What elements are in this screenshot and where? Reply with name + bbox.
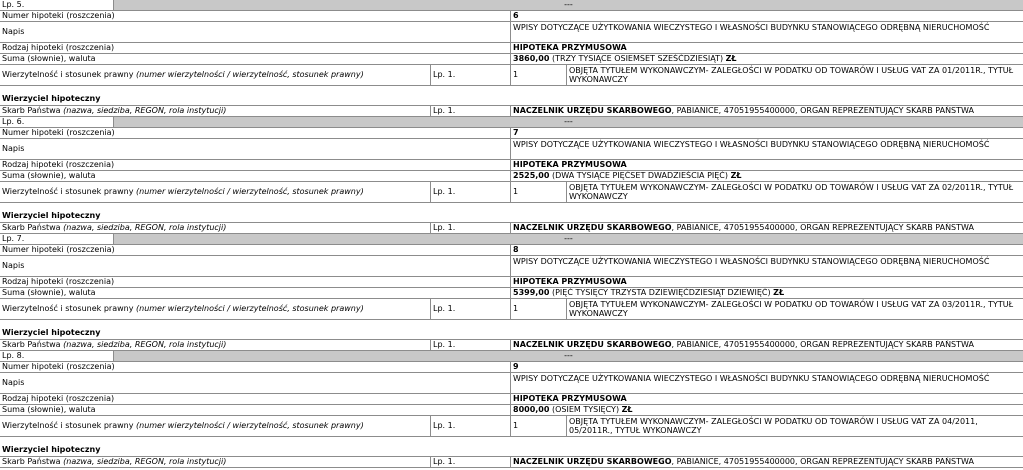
rodzaj-hipoteki-value: HIPOTEKA PRZYMUSOWA — [510, 394, 1023, 404]
wierzytelnosc-lp: Lp. 1. — [430, 65, 510, 85]
napis-value: WPISY DOTYCZĄCE UŻYTKOWANIA WIECZYSTEGO I WŁASNOŚCI BUDYNKU STANOWIĄCEGO ODRĘBNĄ NIERUCHOMOŚĆ — [510, 139, 1023, 159]
skarb-panstwa-lp: Lp. 1. — [430, 340, 510, 350]
mortgage-record — [0, 117, 1023, 234]
wierzyciel-heading: Wierzyciel hipoteczny — [2, 94, 101, 104]
napis-label: Napis — [2, 27, 25, 37]
numer-hipoteki-value: 8 — [510, 245, 1023, 255]
napis-value: WPISY DOTYCZĄCE UŻYTKOWANIA WIECZYSTEGO I WŁASNOŚCI BUDYNKU STANOWIĄCEGO ODRĘBNĄ NIERUCHOMOŚĆ — [510, 373, 1023, 393]
skarb-panstwa-lp: Lp. 1. — [430, 223, 510, 233]
wierzytelnosc-label: Wierzytelność i stosunek prawny (numer wierzytelności / wierzytelność, stosunek prawny) — [2, 304, 364, 314]
wierzyciel-nazwa: NACZELNIK URZĘDU SKARBOWEGO — [513, 340, 672, 350]
wierzyciel-value — [510, 223, 1023, 233]
suma-words: (DWA TYSIĄCE PIĘĆSET DWADZIEŚCIA PIĘĆ) — [551, 171, 729, 181]
wierzyciel-details: , PABIANICE, 47051955400000, ORGAN REPREZENTUJĄCY SKARB PAŃSTWA — [671, 106, 974, 116]
suma-row — [0, 405, 1023, 416]
record-lp: Lp. 5. — [2, 0, 25, 10]
numer-hipoteki-row — [0, 245, 1023, 256]
record-lp: Lp. 8. — [2, 351, 25, 361]
wierzytelnosc-number: 1 — [510, 182, 566, 202]
suma-words: (TRZY TYSIĄCE OSIEMSET SZEŚĆDZIESIĄT) — [551, 54, 724, 64]
numer-hipoteki-row — [0, 11, 1023, 22]
suma-words: (OSIEM TYSIĘCY) — [551, 405, 620, 415]
suma-row — [0, 171, 1023, 182]
suma-value — [510, 54, 1023, 64]
wierzyciel-details: , PABIANICE, 47051955400000, ORGAN REPREZENTUJĄCY SKARB PAŃSTWA — [671, 340, 974, 350]
wierzytelnosc-number: 1 — [510, 299, 566, 319]
rodzaj-hipoteki-value: HIPOTEKA PRZYMUSOWA — [510, 160, 1023, 170]
suma-row — [0, 54, 1023, 65]
suma-currency: ZŁ — [773, 288, 785, 298]
rodzaj-hipoteki-row — [0, 160, 1023, 171]
suma-amount: 8000,00 — [513, 405, 550, 415]
record-header-value: --- — [113, 234, 1023, 244]
suma-label: Suma (słownie), waluta — [2, 405, 96, 415]
suma-currency: ZŁ — [621, 405, 633, 415]
wierzytelnosc-lp: Lp. 1. — [430, 416, 510, 436]
rodzaj-hipoteki-row — [0, 43, 1023, 54]
record-header-row — [0, 351, 1023, 362]
skarb-panstwa-label: Skarb Państwa (nazwa, siedziba, REGON, rola instytucji) — [2, 223, 227, 233]
wierzytelnosc-label: Wierzytelność i stosunek prawny (numer wierzytelności / wierzytelność, stosunek prawny) — [2, 421, 364, 431]
mortgage-record — [0, 351, 1023, 468]
numer-hipoteki-label: Numer hipoteki (roszczenia) — [2, 362, 115, 372]
numer-hipoteki-label: Numer hipoteki (roszczenia) — [2, 128, 115, 138]
wierzyciel-heading: Wierzyciel hipoteczny — [2, 328, 101, 338]
skarb-panstwa-label: Skarb Państwa (nazwa, siedziba, REGON, rola instytucji) — [2, 340, 227, 350]
wierzytelnosc-row — [0, 182, 1023, 203]
napis-value: WPISY DOTYCZĄCE UŻYTKOWANIA WIECZYSTEGO I WŁASNOŚCI BUDYNKU STANOWIĄCEGO ODRĘBNĄ NIERUCHOMOŚĆ — [510, 256, 1023, 276]
numer-hipoteki-row — [0, 128, 1023, 139]
wierzyciel-heading-row — [0, 320, 1023, 340]
wierzyciel-heading-row — [0, 437, 1023, 457]
wierzyciel-nazwa: NACZELNIK URZĘDU SKARBOWEGO — [513, 457, 672, 467]
wierzytelnosc-description: OBJĘTA TYTUŁEM WYKONAWCZYM- ZALEGŁOŚCI W PODATKU OD TOWARÓW I USŁUG VAT ZA 04/2011, 05/2011R., TYTUŁ WYKONAWCZY — [566, 416, 1023, 436]
record-header-value: --- — [113, 0, 1023, 10]
wierzyciel-heading: Wierzyciel hipoteczny — [2, 211, 101, 221]
wierzyciel-nazwa: NACZELNIK URZĘDU SKARBOWEGO — [513, 106, 672, 116]
skarb-panstwa-label: Skarb Państwa (nazwa, siedziba, REGON, rola instytucji) — [2, 106, 227, 116]
wierzytelnosc-row — [0, 416, 1023, 437]
wierzyciel-details: , PABIANICE, 47051955400000, ORGAN REPREZENTUJĄCY SKARB PAŃSTWA — [671, 457, 974, 467]
napis-row — [0, 256, 1023, 277]
suma-currency: ZŁ — [730, 171, 742, 181]
suma-amount: 5399,00 — [513, 288, 550, 298]
wierzyciel-value — [510, 106, 1023, 116]
record-header-value: --- — [113, 351, 1023, 361]
suma-value — [510, 405, 1023, 415]
suma-label: Suma (słownie), waluta — [2, 171, 96, 181]
mortgage-record — [0, 0, 1023, 117]
skarb-panstwa-lp: Lp. 1. — [430, 457, 510, 467]
suma-words: (PIĘĆ TYSIĘCY TRZYSTA DZIEWIĘĆDZIESIĄT DZIEWIĘĆ) — [551, 288, 771, 298]
napis-row — [0, 22, 1023, 43]
numer-hipoteki-value: 7 — [510, 128, 1023, 138]
wierzyciel-heading-row — [0, 203, 1023, 223]
wierzytelnosc-lp: Lp. 1. — [430, 299, 510, 319]
wierzyciel-nazwa: NACZELNIK URZĘDU SKARBOWEGO — [513, 223, 672, 233]
wierzytelnosc-row — [0, 65, 1023, 86]
numer-hipoteki-value: 9 — [510, 362, 1023, 372]
skarb-panstwa-lp: Lp. 1. — [430, 106, 510, 116]
record-lp: Lp. 7. — [2, 234, 25, 244]
rodzaj-hipoteki-label: Rodzaj hipoteki (roszczenia) — [2, 277, 115, 287]
record-header-row — [0, 117, 1023, 128]
wierzytelnosc-label: Wierzytelność i stosunek prawny (numer wierzytelności / wierzytelność, stosunek prawny) — [2, 70, 364, 80]
skarb-panstwa-label: Skarb Państwa (nazwa, siedziba, REGON, rola instytucji) — [2, 457, 227, 467]
wierzytelnosc-row — [0, 299, 1023, 320]
rodzaj-hipoteki-value: HIPOTEKA PRZYMUSOWA — [510, 43, 1023, 53]
suma-value — [510, 288, 1023, 298]
suma-label: Suma (słownie), waluta — [2, 54, 96, 64]
wierzytelnosc-description: OBJĘTA TYTUŁEM WYKONAWCZYM- ZALEGŁOŚCI W PODATKU OD TOWARÓW I USŁUG VAT ZA 03/2011R., TYTUŁ WYKONAWCZY — [566, 299, 1023, 319]
suma-row — [0, 288, 1023, 299]
suma-currency: ZŁ — [725, 54, 737, 64]
rodzaj-hipoteki-row — [0, 277, 1023, 288]
skarb-panstwa-row — [0, 340, 1023, 351]
suma-amount: 2525,00 — [513, 171, 550, 181]
record-header-value: --- — [113, 117, 1023, 127]
mortgage-record — [0, 234, 1023, 351]
numer-hipoteki-value: 6 — [510, 11, 1023, 21]
napis-label: Napis — [2, 378, 25, 388]
wierzyciel-value — [510, 340, 1023, 350]
rodzaj-hipoteki-label: Rodzaj hipoteki (roszczenia) — [2, 43, 115, 53]
napis-row — [0, 373, 1023, 394]
numer-hipoteki-row — [0, 362, 1023, 373]
skarb-panstwa-row — [0, 223, 1023, 234]
numer-hipoteki-label: Numer hipoteki (roszczenia) — [2, 11, 115, 21]
suma-value — [510, 171, 1023, 181]
rodzaj-hipoteki-row — [0, 394, 1023, 405]
wierzyciel-value — [510, 457, 1023, 467]
suma-amount: 3860,00 — [513, 54, 550, 64]
napis-value: WPISY DOTYCZĄCE UŻYTKOWANIA WIECZYSTEGO I WŁASNOŚCI BUDYNKU STANOWIĄCEGO ODRĘBNĄ NIERUCHOMOŚĆ — [510, 22, 1023, 42]
wierzytelnosc-label: Wierzytelność i stosunek prawny (numer wierzytelności / wierzytelność, stosunek prawny) — [2, 187, 364, 197]
skarb-panstwa-row — [0, 106, 1023, 117]
wierzyciel-heading: Wierzyciel hipoteczny — [2, 445, 101, 455]
wierzytelnosc-number: 1 — [510, 65, 566, 85]
wierzytelnosc-description: OBJĘTA TYTUŁEM WYKONAWCZYM- ZALEGŁOŚCI W PODATKU OD TOWARÓW I USŁUG VAT ZA 02/2011R., TYTUŁ WYKONAWCZY — [566, 182, 1023, 202]
napis-label: Napis — [2, 261, 25, 271]
wierzytelnosc-description: OBJĘTA TYTUŁEM WYKONAWCZYM- ZALEGŁOŚCI W PODATKU OD TOWARÓW I USŁUG VAT ZA 01/2011R., TYTUŁ WYKONAWCZY — [566, 65, 1023, 85]
record-header-row — [0, 234, 1023, 245]
suma-label: Suma (słownie), waluta — [2, 288, 96, 298]
rodzaj-hipoteki-value: HIPOTEKA PRZYMUSOWA — [510, 277, 1023, 287]
wierzytelnosc-lp: Lp. 1. — [430, 182, 510, 202]
wierzytelnosc-number: 1 — [510, 416, 566, 436]
wierzyciel-heading-row — [0, 86, 1023, 106]
napis-row — [0, 139, 1023, 160]
record-lp: Lp. 6. — [2, 117, 25, 127]
skarb-panstwa-row — [0, 457, 1023, 468]
napis-label: Napis — [2, 144, 25, 154]
wierzyciel-details: , PABIANICE, 47051955400000, ORGAN REPREZENTUJĄCY SKARB PAŃSTWA — [671, 223, 974, 233]
record-header-row — [0, 0, 1023, 11]
rodzaj-hipoteki-label: Rodzaj hipoteki (roszczenia) — [2, 394, 115, 404]
rodzaj-hipoteki-label: Rodzaj hipoteki (roszczenia) — [2, 160, 115, 170]
numer-hipoteki-label: Numer hipoteki (roszczenia) — [2, 245, 115, 255]
